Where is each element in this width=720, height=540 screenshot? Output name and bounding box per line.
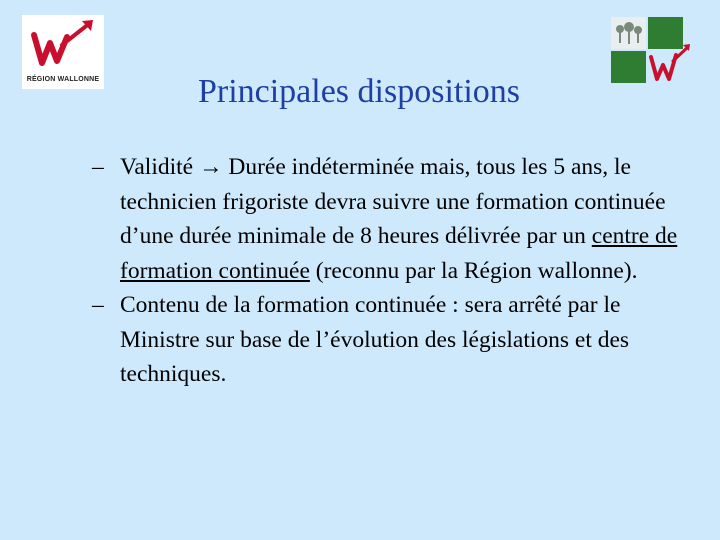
bullet-dash: – <box>92 292 104 318</box>
slide-title <box>0 73 720 111</box>
bullet-item <box>92 150 692 288</box>
bullet-dash: – <box>92 154 104 180</box>
bullet-text: Durée indéterminée mais, tous les 5 ans, le technicien frigoriste devra suivre une formation continuée d’une durée minimale de 8 heures délivrée par un <box>120 154 666 249</box>
bullet-text: Contenu de la formation continuée : sera arrêté par le Ministre sur base de l’évolution des législations et des techniques. <box>120 292 630 387</box>
title-text: Principales dispositions <box>197 73 521 110</box>
bullet-text: Validité <box>120 154 199 180</box>
underlined-link-text: centre de formation continuée <box>120 223 678 284</box>
logo-caption: RÉGION WALLONNE <box>26 76 100 83</box>
arrow-symbol: → <box>198 154 223 180</box>
bullet-item <box>92 288 692 392</box>
w-arrow-icon <box>22 15 104 75</box>
bullet-list <box>92 150 692 392</box>
bullet-text: (reconnu par la Région wallonne). <box>309 257 638 284</box>
